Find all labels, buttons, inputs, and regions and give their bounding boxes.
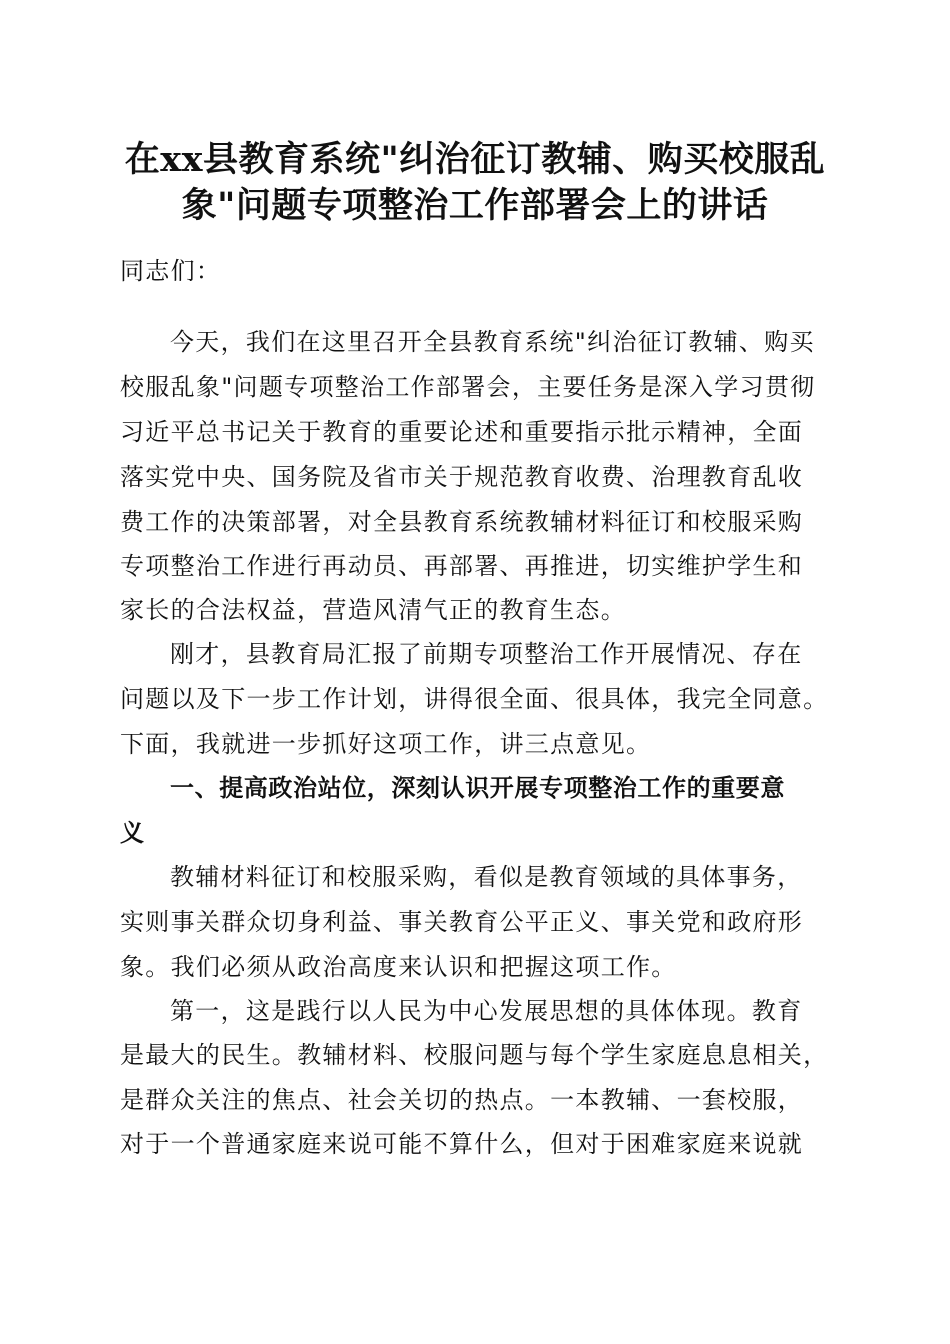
paragraph-line: 专项整治工作进行再动员、再部署、再推进，切实维护学生和	[120, 552, 804, 580]
paragraph-line: 校服乱象"问题专项整治工作部署会，主要任务是深入学习贯彻	[120, 373, 816, 401]
paragraph-line: 象。我们必须从政治高度来认识和把握这项工作。	[120, 953, 677, 981]
document-title-line-2: 象"问题专项整治工作部署会上的讲话	[181, 185, 769, 226]
paragraph-line: 是群众关注的焦点、社会关切的热点。一本教辅、一套校服，	[120, 1086, 804, 1114]
paragraph-line: 对于一个普通家庭来说可能不算什么，但对于困难家庭来说就	[120, 1130, 804, 1158]
paragraph-line: 实则事关群众切身利益、事关教育公平正义、事关党和政府形	[120, 908, 804, 936]
document-title-line-1: 在xx县教育系统"纠治征订教辅、购买校服乱	[124, 139, 826, 180]
paragraph-line: 落实党中央、国务院及省市关于规范教育收费、治理教育乱收	[120, 463, 804, 491]
paragraph-line: 习近平总书记关于教育的重要论述和重要指示批示精神，全面	[120, 418, 804, 446]
paragraph-line: 刚才，县教育局汇报了前期专项整治工作开展情况、存在	[170, 640, 803, 668]
paragraph-line: 问题以及下一步工作计划，讲得很全面、很具体，我完全同意。	[120, 685, 829, 713]
paragraph-line: 今天，我们在这里召开全县教育系统"纠治征订教辅、购买	[170, 328, 815, 356]
salutation: 同志们：	[120, 257, 222, 285]
paragraph-line: 家长的合法权益，营造风清气正的教育生态。	[120, 596, 626, 624]
paragraph-line: 是最大的民生。教辅材料、校服问题与每个学生家庭息息相关，	[120, 1041, 829, 1069]
paragraph-line: 教辅材料征订和校服采购，看似是教育领域的具体事务，	[170, 863, 803, 891]
section-heading: 一、提高政治站位，深刻认识开展专项整治工作的重要意	[170, 774, 785, 802]
section-heading: 义	[120, 819, 145, 847]
paragraph-line: 第一，这是践行以人民为中心发展思想的具体体现。教育	[170, 997, 803, 1025]
paragraph-line: 下面，我就进一步抓好这项工作，讲三点意见。	[120, 730, 652, 758]
paragraph-line: 费工作的决策部署，对全县教育系统教辅材料征订和校服采购	[120, 508, 804, 536]
